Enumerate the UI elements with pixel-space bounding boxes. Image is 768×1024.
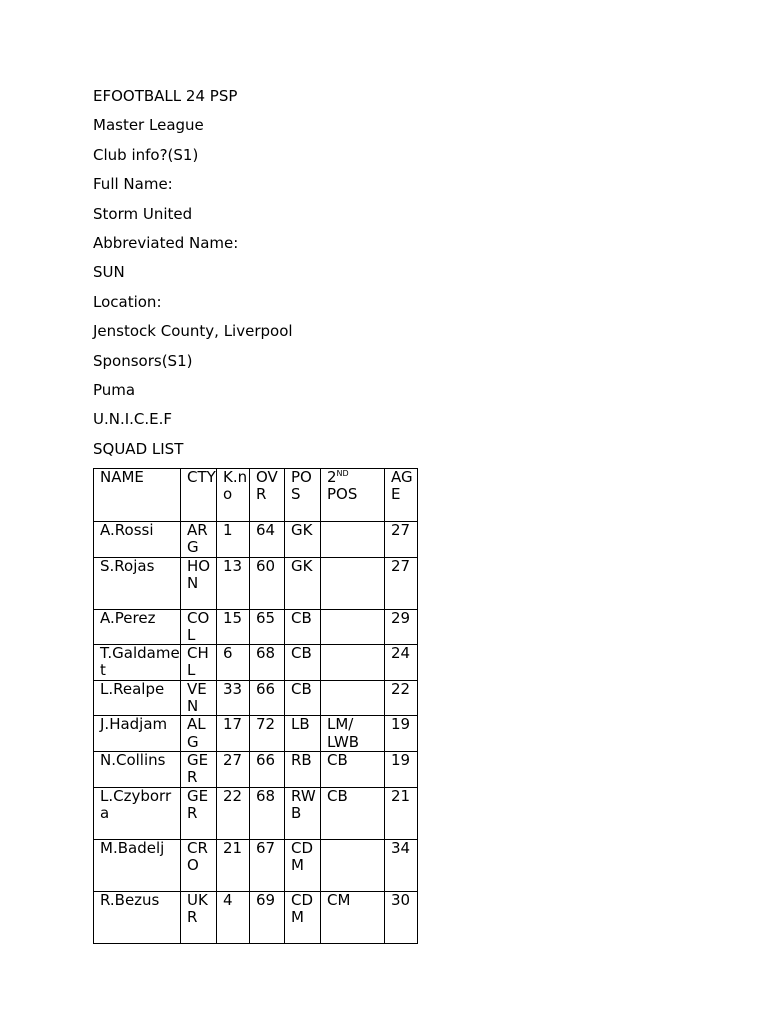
header-kno: K.no (217, 469, 250, 522)
cell-pos: LB (285, 716, 321, 752)
table-row (94, 645, 418, 681)
club-info-heading: Club info?(S1) (93, 145, 199, 164)
cell-kno: 15 (217, 609, 250, 645)
cell-name: L.Realpe (94, 680, 181, 716)
header-2nd-num: 2 (327, 468, 337, 486)
cell-pos: CB (285, 680, 321, 716)
cell-ovr: 66 (250, 680, 285, 716)
cell-name: J.Hadjam (94, 716, 181, 752)
cell-name: T.Galdamet (94, 645, 181, 681)
cell-pos: CB (285, 609, 321, 645)
table-row (94, 891, 418, 943)
cell-pos: RB (285, 751, 321, 787)
cell-kno: 33 (217, 680, 250, 716)
full-name-label: Full Name: (93, 175, 173, 194)
cell-pos2 (321, 522, 385, 558)
cell-cty: CRO (181, 839, 217, 891)
cell-pos2 (321, 557, 385, 609)
table-row (94, 522, 418, 558)
cell-kno: 1 (217, 522, 250, 558)
sponsor-item: Puma (93, 380, 136, 399)
cell-age: 19 (385, 716, 418, 752)
abbr-label: Abbreviated Name: (93, 233, 239, 252)
cell-cty: UKR (181, 891, 217, 943)
cell-age: 30 (385, 891, 418, 943)
cell-kno: 22 (217, 787, 250, 839)
table-row (94, 609, 418, 645)
doc-mode: Master League (93, 116, 204, 135)
cell-ovr: 66 (250, 751, 285, 787)
cell-ovr: 65 (250, 609, 285, 645)
abbr-value: SUN (93, 263, 125, 282)
cell-name: S.Rojas (94, 557, 181, 609)
table-row (94, 680, 418, 716)
cell-ovr: 67 (250, 839, 285, 891)
table-row (94, 557, 418, 609)
cell-kno: 27 (217, 751, 250, 787)
cell-pos: GK (285, 557, 321, 609)
cell-pos: CDM (285, 891, 321, 943)
cell-name: R.Bezus (94, 891, 181, 943)
cell-name: A.Rossi (94, 522, 181, 558)
cell-pos2: CM (321, 891, 385, 943)
cell-age: 34 (385, 839, 418, 891)
table-row (94, 716, 418, 752)
cell-kno: 4 (217, 891, 250, 943)
header-2nd-sup: ND (336, 469, 349, 478)
cell-kno: 13 (217, 557, 250, 609)
cell-name: M.Badelj (94, 839, 181, 891)
cell-pos: CB (285, 645, 321, 681)
cell-ovr: 60 (250, 557, 285, 609)
squad-table (93, 468, 418, 944)
cell-cty: GER (181, 787, 217, 839)
cell-name: L.Czyborra (94, 787, 181, 839)
cell-pos2 (321, 680, 385, 716)
cell-cty: ALG (181, 716, 217, 752)
cell-pos2: CB (321, 751, 385, 787)
cell-pos2: CB (321, 787, 385, 839)
table-row (94, 787, 418, 839)
cell-ovr: 68 (250, 645, 285, 681)
cell-pos2 (321, 609, 385, 645)
cell-ovr: 68 (250, 787, 285, 839)
cell-age: 24 (385, 645, 418, 681)
doc-title: EFOOTBALL 24 PSP (93, 87, 238, 105)
location-value: Jenstock County, Liverpool (93, 322, 293, 341)
table-body (94, 522, 418, 944)
cell-name: N.Collins (94, 751, 181, 787)
header-cty: CTY (181, 469, 217, 522)
cell-cty: VEN (181, 680, 217, 716)
cell-age: 29 (385, 609, 418, 645)
cell-cty: GER (181, 751, 217, 787)
full-name-value: Storm United (93, 204, 193, 223)
cell-age: 27 (385, 522, 418, 558)
cell-cty: ARG (181, 522, 217, 558)
cell-age: 19 (385, 751, 418, 787)
cell-cty: COL (181, 609, 217, 645)
cell-age: 21 (385, 787, 418, 839)
header-name: NAME (94, 469, 181, 522)
cell-pos2: LM/ LWB (321, 716, 385, 752)
cell-pos: GK (285, 522, 321, 558)
header-pos: POS (285, 469, 321, 522)
table-row (94, 751, 418, 787)
cell-ovr: 69 (250, 891, 285, 943)
table-header-row (94, 469, 418, 522)
cell-kno: 17 (217, 716, 250, 752)
header-2nd-pos (321, 469, 385, 522)
cell-age: 22 (385, 680, 418, 716)
cell-pos: CDM (285, 839, 321, 891)
cell-pos2 (321, 839, 385, 891)
cell-kno: 21 (217, 839, 250, 891)
location-label: Location: (93, 292, 162, 311)
header-2nd-text: POS (327, 485, 358, 504)
cell-ovr: 64 (250, 522, 285, 558)
table-row (94, 839, 418, 891)
cell-name: A.Perez (94, 609, 181, 645)
cell-age: 27 (385, 557, 418, 609)
sponsors-heading: Sponsors(S1) (93, 351, 193, 370)
document-body (93, 86, 693, 468)
header-age: AGE (385, 469, 418, 522)
sponsor-item: U.N.I.C.E.F (93, 410, 173, 429)
cell-cty: HON (181, 557, 217, 609)
squad-heading: SQUAD LIST (93, 439, 184, 458)
cell-ovr: 72 (250, 716, 285, 752)
cell-kno: 6 (217, 645, 250, 681)
cell-pos: RWB (285, 787, 321, 839)
header-ovr: OVR (250, 469, 285, 522)
cell-cty: CHL (181, 645, 217, 681)
cell-pos2 (321, 645, 385, 681)
